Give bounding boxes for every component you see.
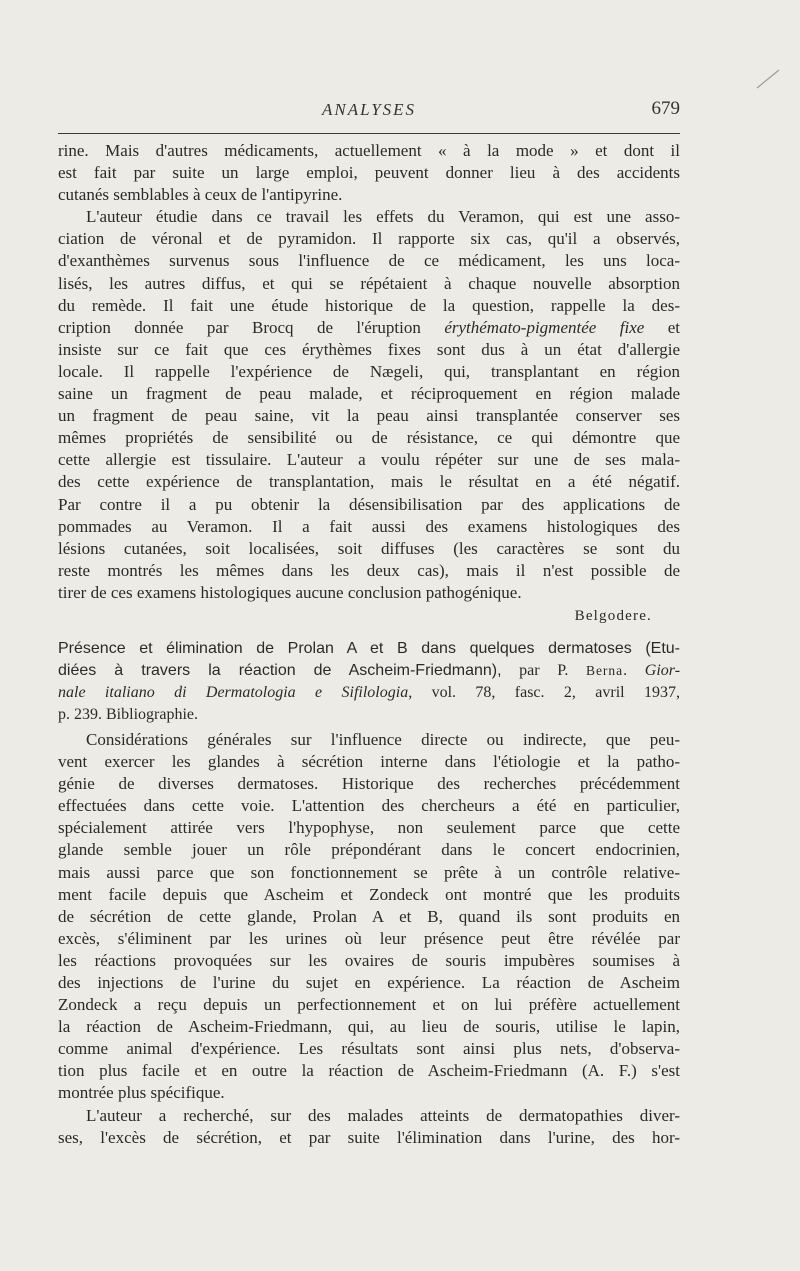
text-line: montrée plus spécifique.	[58, 1083, 225, 1103]
article-title: diées à travers la réaction de Ascheim-Friedmann),	[58, 661, 502, 679]
text-line	[58, 660, 680, 682]
review-1-paragraph-2	[58, 206, 680, 604]
text-line: rine. Mais d'autres médicaments, actuellement « à la mode » et dont il	[58, 141, 680, 160]
text-line: génie de diverses dermatoses. Historique des recherches précédemment	[58, 774, 680, 794]
text-line: tion plus facile et en outre la réaction de Ascheim-Friedmann (A. F.) s'est	[58, 1061, 680, 1081]
review-2	[58, 638, 680, 1149]
review-1-paragraph-1	[58, 140, 680, 206]
text-line: mais aussi parce que son fonctionnement se prête à un contrôle relative-	[58, 862, 680, 882]
text-run: par P.	[501, 661, 586, 679]
review-2-paragraph-2	[58, 1105, 680, 1149]
italic-term: érythémato-pigmentée fixe	[444, 317, 645, 337]
text-line	[58, 682, 680, 704]
text-line: excès, s'éliminent par les urines où leur présence peut être révélée par	[58, 928, 680, 948]
text-line: vent exercer les glandes à sécrétion interne dans l'étiologie et la patho-	[58, 752, 680, 772]
text-line: de sécrétion de cette glande, Prolan A et B, quand ils sont produits en	[58, 906, 680, 926]
text-line: L'auteur a recherché, sur des malades atteints de dermatopathies diver-	[86, 1105, 680, 1125]
text-run: .	[623, 661, 645, 679]
pencil-mark	[755, 68, 781, 90]
review-2-heading	[58, 638, 680, 726]
running-head: ANALYSES	[321, 100, 417, 119]
text-run: cription donnée par Brocq de l'éruption	[58, 317, 445, 337]
text-line: mêmes propriétés de sensibilité ou de résistance, ce qui démontre que	[58, 428, 680, 448]
body-text	[58, 140, 680, 1149]
text-line: saine un fragment de peau malade, et réciproquement en région malade	[58, 384, 680, 404]
text-line: cutanés semblables à ceux de l'antipyrine.	[58, 185, 343, 205]
header-rule	[58, 133, 680, 134]
text-line: reste montrés les mêmes dans les deux cas), mais il n'est possible de	[58, 560, 680, 580]
text-line	[58, 317, 680, 339]
journal-name: Gior-	[644, 661, 681, 679]
page-header	[58, 96, 680, 122]
article-title: Présence et élimination de Prolan A et B dans quelques dermatoses (Etu-	[58, 639, 680, 657]
page-number: 679	[651, 98, 680, 119]
text-line: effectuées dans cette voie. L'attention des chercheurs a été en particulier,	[58, 796, 680, 816]
text-line: lésions cutanées, soit localisées, soit diffuses (les caractères se sont du	[58, 538, 680, 558]
author-name: Berna	[585, 662, 624, 678]
text-line: lisés, les autres diffus, et qui se répétaient à chaque nouvelle absorption	[58, 273, 680, 293]
journal-name: nale italiano di Dermatologia e Sifilologia	[58, 683, 409, 701]
text-line: les réactions provoquées sur les ovaires de souris impubères soumises à	[58, 950, 680, 970]
text-line: du remède. Il fait une étude historique de la question, rappelle la des-	[58, 295, 680, 315]
text-run: , vol. 78, fasc. 2, avril 1937,	[408, 683, 680, 701]
signature: Belgodere.	[574, 607, 652, 624]
text-line: ment facile depuis que Ascheim et Zondeck ont montré que les produits	[58, 884, 680, 904]
review-2-paragraph-1	[58, 729, 680, 1105]
text-line: locale. Il rappelle l'expérience de Nægeli, qui, transplantant en région	[58, 361, 680, 381]
review-1	[58, 140, 680, 627]
text-line: pommades au Veramon. Il a fait aussi des examens histologiques des	[58, 516, 680, 536]
text-line: la réaction de Ascheim-Friedmann, qui, au lieu de souris, utilise le lapin,	[58, 1017, 680, 1037]
text-line: insiste sur ce fait que ces érythèmes fixes sont dus à un état d'allergie	[58, 339, 680, 359]
text-line: Considérations générales sur l'influence directe ou indirecte, que peu-	[86, 729, 680, 749]
text-line: ses, l'excès de sécrétion, et par suite l'élimination dans l'urine, des hor-	[58, 1127, 680, 1147]
text-line: d'exanthèmes survenus sous l'influence de ce médicament, les uns loca-	[58, 251, 680, 271]
text-line: Zondeck a reçu depuis un perfectionnement et on lui préfère actuellement	[58, 995, 680, 1015]
text-line: glande semble jouer un rôle prépondérant dans le concert endocrinien,	[58, 840, 680, 860]
text-line: cette allergie est tissulaire. L'auteur a voulu répéter sur une de ses mala-	[58, 450, 680, 470]
text-line: un fragment de peau saine, vit la peau ainsi transplantée conserver ses	[58, 406, 680, 426]
text-run: et	[644, 317, 680, 337]
text-line: spécialement attirée vers l'hypophyse, non seulement parce que cette	[58, 818, 680, 838]
text-line: des injections de l'urine du sujet en expérience. La réaction de Ascheim	[58, 973, 680, 992]
text-line: ciation de véronal et de pyramidon. Il rapporte six cas, qu'il a observés,	[58, 229, 680, 249]
text-line: Par contre il a pu obtenir la désensibilisation par des applications de	[58, 494, 680, 514]
text-line: est fait par suite un large emploi, peuvent donner lieu à des accidents	[58, 163, 680, 183]
text-line: L'auteur étudie dans ce travail les effets du Veramon, qui est une asso-	[86, 207, 680, 227]
text-line: des cette expérience de transplantation, mais le résultat en a été négatif.	[58, 472, 680, 492]
text-line: comme animal d'expérience. Les résultats sont ainsi plus nets, d'observa-	[58, 1039, 680, 1059]
text-line: p. 239. Bibliographie.	[58, 705, 198, 723]
text-line: tirer de ces examens histologiques aucune conclusion pathogénique.	[58, 582, 522, 602]
